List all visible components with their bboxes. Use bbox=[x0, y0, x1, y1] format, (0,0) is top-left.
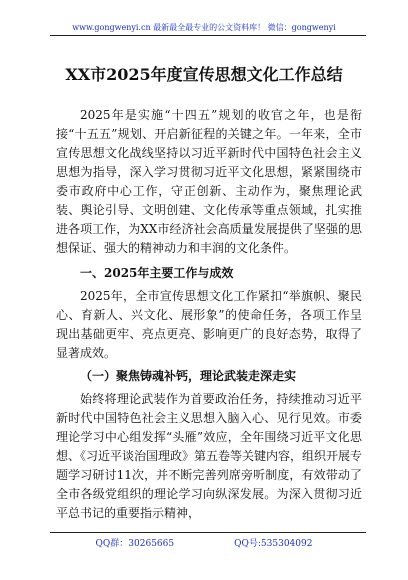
subsection-heading: （一）聚焦铸魂补钙，理论武装走深走实 bbox=[80, 369, 297, 383]
page-header bbox=[0, 22, 408, 33]
section-heading: 一、2025年主要工作与成效 bbox=[80, 266, 234, 280]
footer-divider bbox=[50, 532, 366, 533]
section-paragraph: 2025年，全市宣传思想文化工作紧扣“举旗帜、聚民心、育新人、兴文化、展形象”的使命任务，各项工作呈现出基础更牢、亮点更亮、影响更广的良好态势，取得了显著成效。 bbox=[56, 289, 362, 360]
document-body bbox=[56, 106, 362, 523]
intro-paragraph: 2025年是实施“十四五”规划的收官之年，也是衔接“十五五”规划、开启新征程的关键之年。一年来，全市宣传思想文化战线坚持以习近平新时代中国特色社会主义思想为指导，深入学习贯彻习近平文化思想，紧紧围绕市委市政府中心工作，守正创新、主动作为，聚焦理论武装、舆论引导、文明创建、文化传承等重点领域，扎实推进各项工作，为XX市经济社会高质量发展提供了坚强的思想保证、强大的精神动力和丰润的文化条件。 bbox=[56, 108, 362, 255]
header-divider bbox=[50, 35, 366, 36]
footer-qq-number: QQ号:535304092 bbox=[234, 539, 313, 549]
page-footer bbox=[0, 536, 408, 549]
subsection-paragraph: 始终将理论武装作为首要政治任务，持续推动习近平新时代中国特色社会主义思想入脑入心、见行见效。市委理论学习中心组发挥“头雁”效应，全年围绕习近平文化思想、《习近平谈治国理政》第五卷等关键内容，组织开展专题学习研讨11次，并不断完善列席旁听制度，有效带动了全市各级党组织的理论学习向纵深发展。为深入贯彻习近平总书记的重要指示精神， bbox=[56, 392, 363, 520]
header-text: www.gongwenyi.cn 最新最全最专业的公文资料库！ 微信：gongwenyi bbox=[72, 23, 336, 32]
document-title: XX市2025年度宣传思想文化工作总结 bbox=[65, 65, 343, 84]
footer-qq-group: QQ群：30265665 bbox=[95, 539, 175, 549]
